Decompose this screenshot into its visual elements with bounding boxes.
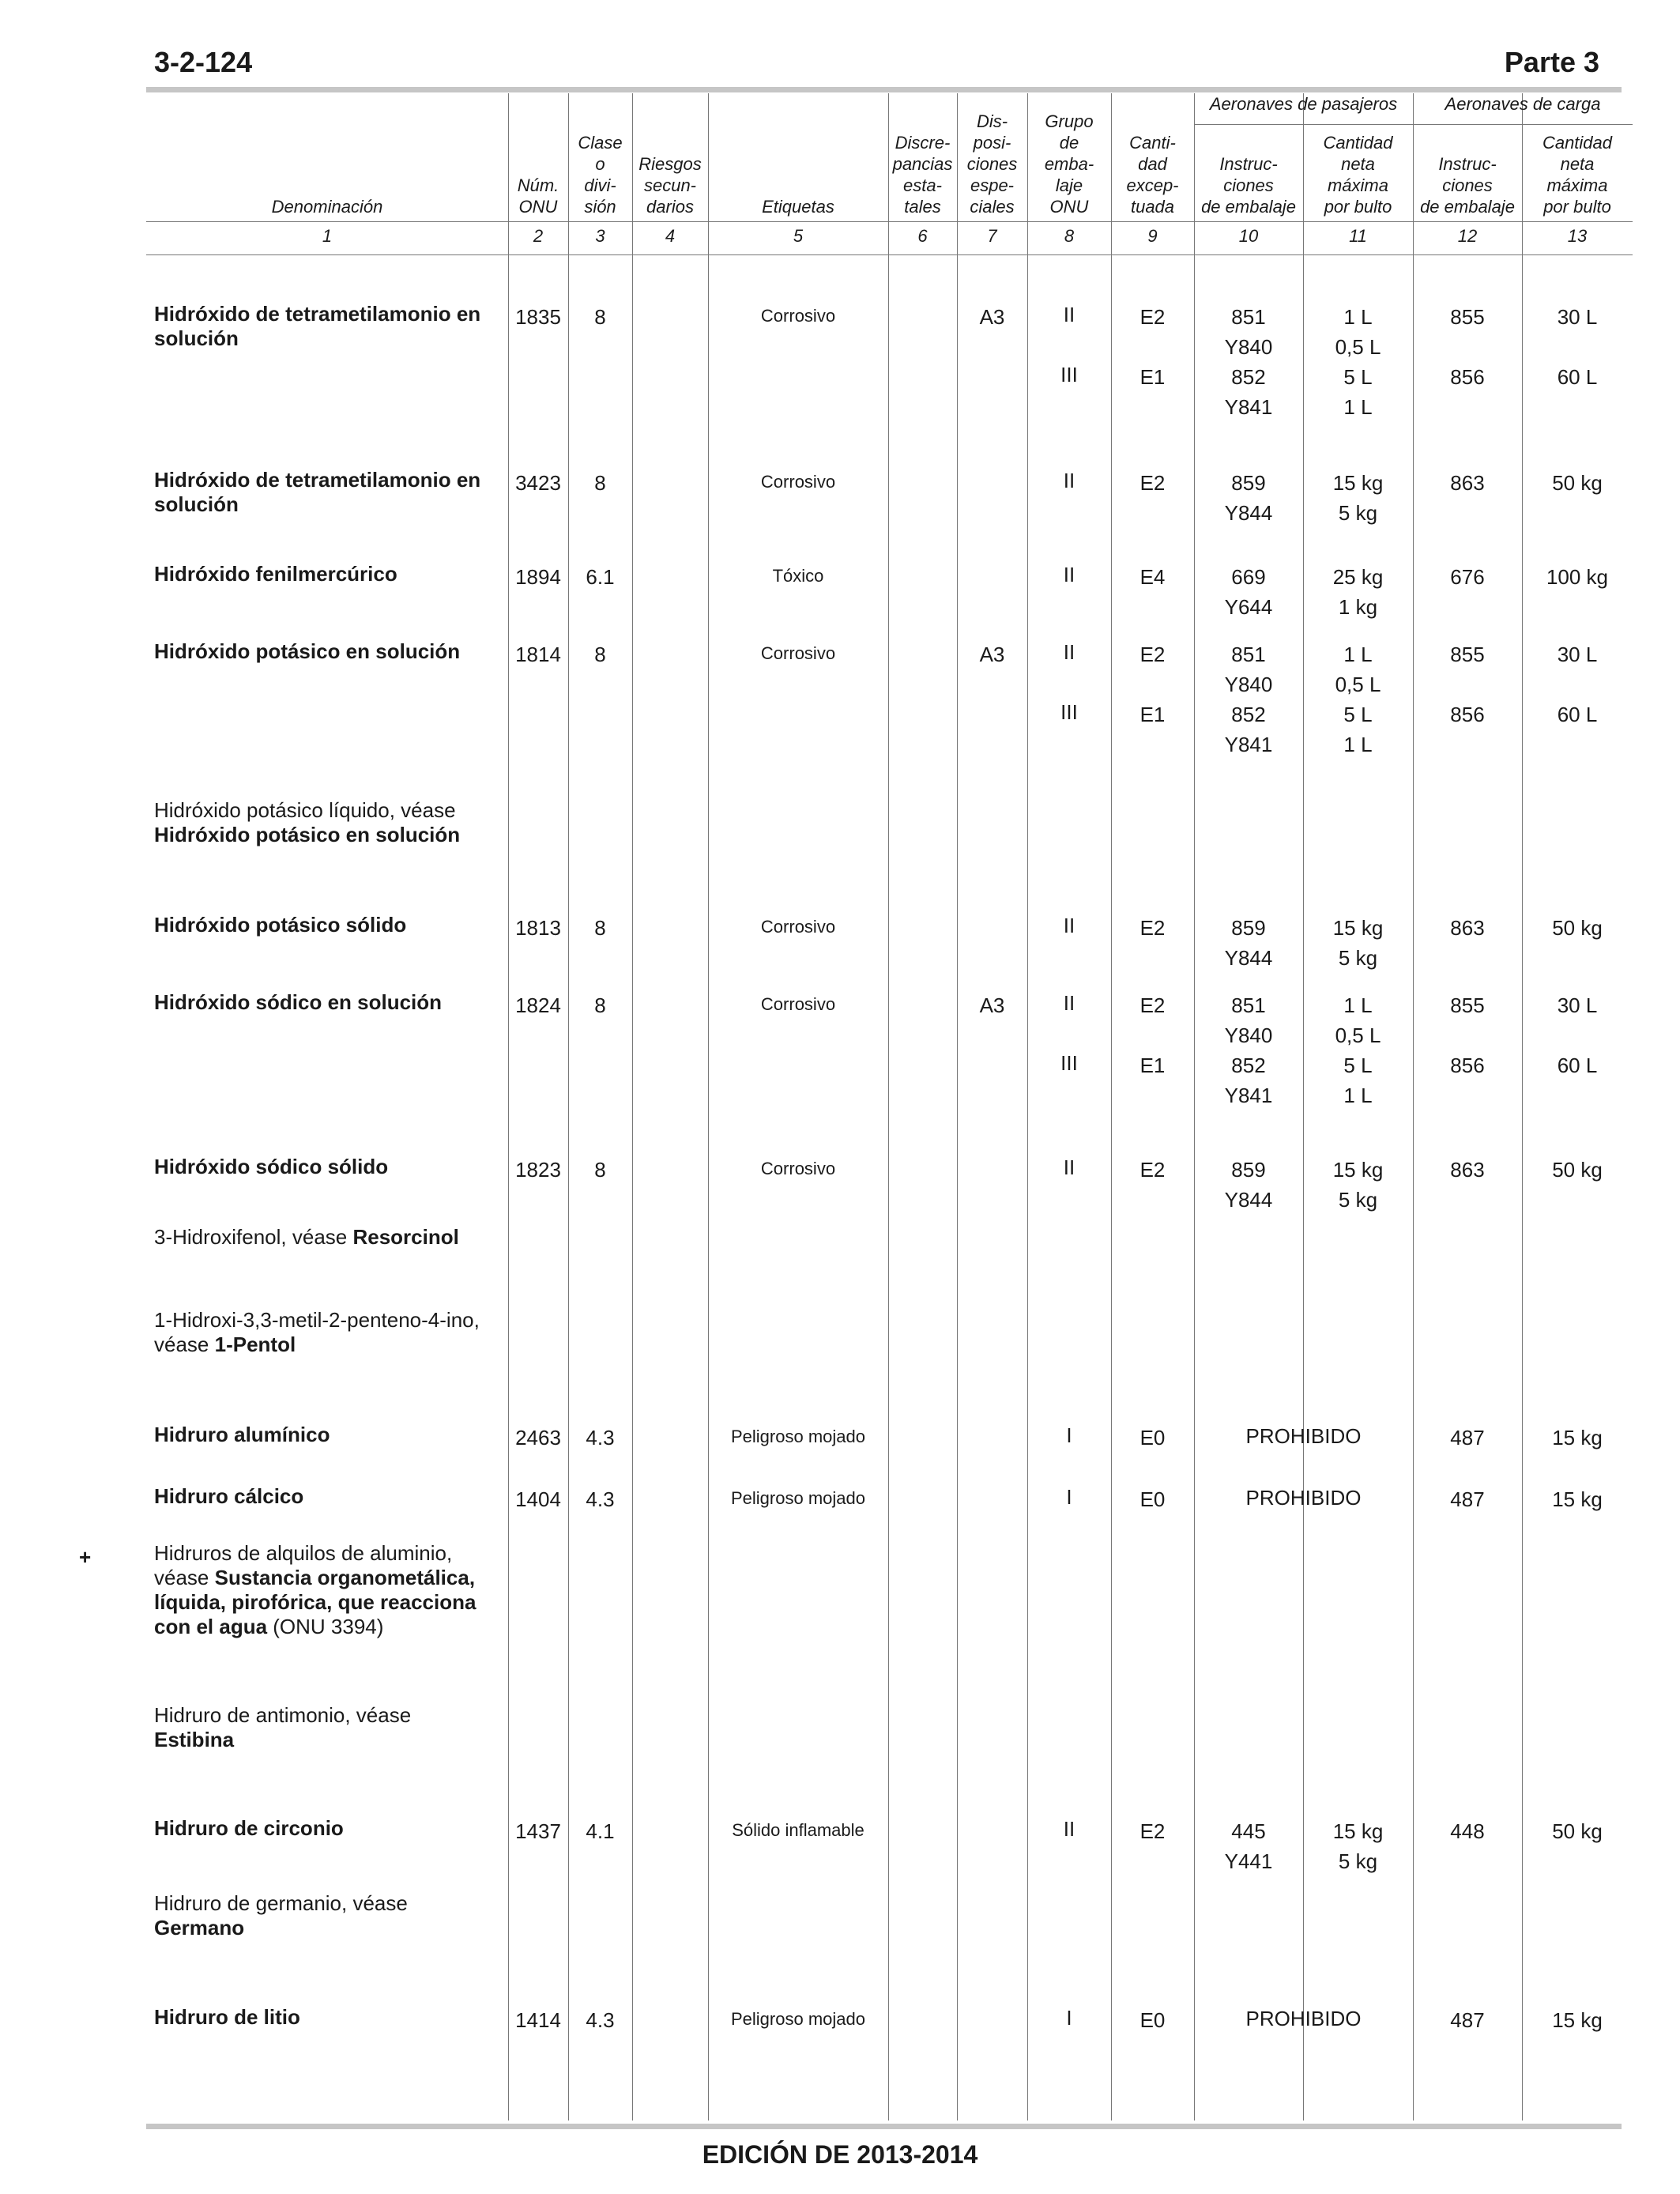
un-number: 2463 (515, 1426, 561, 1449)
header-line: ciones (966, 154, 1018, 174)
hazard-class: 4.1 (586, 1819, 615, 1843)
special-provision: A3 (979, 993, 1005, 1017)
header-line: Instruc- (1438, 154, 1497, 174)
entry-name (154, 1816, 494, 1841)
header-line: Cantidad (1323, 133, 1393, 153)
packing-group: I (1066, 2006, 1072, 2030)
header-line: Instruc- (1219, 154, 1278, 174)
packing-group: II (1063, 469, 1075, 492)
entry-name (154, 798, 494, 847)
passenger-packing-instruction: 851 (1231, 305, 1266, 329)
name-segment: Hidróxido de tetrametilamonio en (154, 468, 481, 492)
excepted-quantity: E4 (1139, 565, 1166, 589)
passenger-packing-instruction: 852 (1231, 1054, 1266, 1077)
cargo-max-quantity: 60 L (1557, 1054, 1598, 1077)
passenger-max-quantity: 5 kg (1338, 946, 1378, 970)
header-line: Etiquetas (762, 197, 834, 217)
entry-name (154, 1225, 494, 1250)
packing-group: II (1063, 1817, 1075, 1841)
entry-name (154, 1423, 494, 1447)
entry-name (154, 562, 494, 586)
cargo-max-quantity: 100 kg (1546, 565, 1609, 589)
name-segment: Hidróxido potásico sólido (154, 913, 407, 937)
column-header-3 (568, 95, 632, 217)
cargo-max-quantity: 50 kg (1552, 916, 1603, 940)
entry-name (154, 913, 494, 937)
passenger-max-quantity: 0,5 L (1335, 1023, 1381, 1047)
hazard-label: Corrosivo (760, 994, 836, 1014)
excepted-quantity: E1 (1139, 703, 1166, 726)
un-number: 1824 (515, 993, 561, 1017)
packing-group: III (1060, 363, 1078, 386)
passenger-packing-instruction: 859 (1231, 471, 1266, 495)
name-segment: véase (154, 1333, 215, 1356)
cargo-packing-instruction: 487 (1450, 2008, 1485, 2032)
name-segment: Hidróxido de tetrametilamonio en (154, 302, 481, 326)
packing-group: II (1063, 303, 1075, 326)
name-segment: Hidruro cálcico (154, 1484, 304, 1508)
prohibited-text: PROHIBIDO (1245, 1424, 1362, 1448)
passenger-max-quantity: 1 L (1343, 733, 1373, 756)
column-number-5: 5 (793, 226, 804, 246)
hazard-class: 8 (594, 471, 606, 495)
hazard-label: Peligroso mojado (731, 2009, 865, 2029)
header-line: máxima (1546, 175, 1608, 195)
column-header-8 (1027, 95, 1111, 217)
hazard-class: 6.1 (586, 565, 615, 589)
header-line: o (595, 154, 605, 174)
header-line: posi- (973, 133, 1011, 153)
passenger-packing-instruction: Y844 (1224, 1188, 1273, 1212)
header-line: Canti- (1129, 133, 1176, 153)
un-number: 1437 (515, 1819, 561, 1843)
header-line: ONU (1049, 197, 1089, 217)
passenger-packing-instruction: Y841 (1224, 1084, 1273, 1107)
top-rule (146, 87, 1622, 92)
entry-name (154, 302, 494, 351)
passenger-packing-instruction: Y844 (1224, 501, 1273, 525)
header-line: tuada (1130, 197, 1175, 217)
entry-name (154, 1703, 494, 1752)
name-segment: Estibina (154, 1728, 235, 1751)
header-divider (1194, 124, 1633, 125)
name-segment: líquida, pirofórica, que reacciona (154, 1590, 477, 1614)
name-segment: Resorcinol (352, 1225, 459, 1249)
passenger-max-quantity: 1 L (1343, 395, 1373, 419)
name-segment: Hidruro de antimonio, véase (154, 1703, 412, 1727)
column-header-11 (1303, 126, 1413, 217)
hazard-class: 8 (594, 643, 606, 666)
un-number: 1835 (515, 305, 561, 329)
column-number-9: 9 (1147, 226, 1158, 246)
header-line: Discre- (895, 133, 951, 153)
packing-group: I (1066, 1423, 1072, 1447)
cargo-max-quantity: 60 L (1557, 703, 1598, 726)
passenger-packing-instruction: 859 (1231, 1158, 1266, 1182)
header-line: sión (584, 197, 616, 217)
passenger-max-quantity: 5 L (1343, 1054, 1373, 1077)
passenger-max-quantity: 5 kg (1338, 1849, 1378, 1873)
entry-name (154, 1308, 494, 1357)
cargo-max-quantity: 30 L (1557, 993, 1598, 1017)
header-line: Núm. (517, 175, 559, 195)
passenger-packing-instruction: 852 (1231, 703, 1266, 726)
excepted-quantity: E0 (1139, 2008, 1166, 2032)
group-header-passenger: Aeronaves de pasajeros (1209, 94, 1398, 114)
passenger-max-quantity: 15 kg (1332, 1158, 1384, 1182)
name-segment: 3-Hidroxifenol, véase (154, 1225, 353, 1249)
special-provision: A3 (979, 305, 1005, 329)
passenger-max-quantity: 5 kg (1338, 1188, 1378, 1212)
hazard-label: Corrosivo (760, 917, 836, 937)
column-number-6: 6 (917, 226, 928, 246)
header-line: excep- (1126, 175, 1179, 195)
prohibited-text: PROHIBIDO (1245, 2007, 1362, 2030)
name-segment: Hidruro alumínico (154, 1423, 330, 1446)
passenger-packing-instruction: 669 (1231, 565, 1266, 589)
group-header-cargo: Aeronaves de carga (1445, 94, 1601, 114)
passenger-max-quantity: 5 L (1343, 703, 1373, 726)
page-number: 3-2-124 (154, 46, 253, 78)
cargo-max-quantity: 50 kg (1552, 1819, 1603, 1843)
cargo-packing-instruction: 855 (1450, 305, 1485, 329)
header-line: ONU (518, 197, 558, 217)
name-segment: Hidróxido potásico líquido, véase (154, 798, 456, 822)
name-segment: 1-Hidroxi-3,3-metil-2-penteno-4-ino, (154, 1308, 480, 1332)
excepted-quantity: E2 (1139, 1158, 1166, 1182)
column-header-4 (632, 95, 708, 217)
packing-group: II (1063, 991, 1075, 1015)
column-header-1 (146, 95, 508, 217)
column-header-9 (1111, 95, 1194, 217)
un-number: 1404 (515, 1487, 561, 1511)
column-header-12 (1413, 126, 1522, 217)
entry-name (154, 1155, 494, 1179)
edition-footer: EDICIÓN DE 2013-2014 (702, 2140, 978, 2169)
header-divider (146, 254, 1633, 255)
entry-name (154, 1484, 494, 1509)
name-segment: Hidróxido potásico en solución (154, 639, 461, 663)
column-number-2: 2 (533, 226, 544, 246)
cargo-packing-instruction: 487 (1450, 1426, 1485, 1449)
column-number-11: 11 (1349, 226, 1367, 246)
cargo-max-quantity: 30 L (1557, 643, 1598, 666)
name-segment: Hidruro de germanio, véase (154, 1891, 408, 1915)
column-header-6 (888, 95, 957, 217)
packing-group: II (1063, 640, 1075, 664)
header-line: de embalaje (1420, 197, 1515, 217)
hazard-label: Corrosivo (760, 643, 836, 663)
header-line: Dis- (976, 111, 1008, 131)
header-line: pancias (892, 154, 953, 174)
name-segment: solución (154, 326, 239, 350)
cargo-packing-instruction: 855 (1450, 993, 1485, 1017)
column-divider (568, 93, 569, 2120)
un-number: 1414 (515, 2008, 561, 2032)
packing-group: III (1060, 700, 1078, 724)
entry-name (154, 990, 494, 1015)
cargo-packing-instruction: 863 (1450, 471, 1485, 495)
passenger-max-quantity: 1 L (1343, 643, 1373, 666)
name-segment: Hidróxido sódico en solución (154, 990, 443, 1014)
cargo-max-quantity: 30 L (1557, 305, 1598, 329)
cargo-max-quantity: 60 L (1557, 365, 1598, 389)
cargo-max-quantity: 50 kg (1552, 1158, 1603, 1182)
cargo-packing-instruction: 487 (1450, 1487, 1485, 1511)
name-segment: Hidruro de circonio (154, 1816, 344, 1840)
column-divider (508, 93, 509, 2120)
cargo-max-quantity: 50 kg (1552, 471, 1603, 495)
column-divider (708, 93, 709, 2120)
hazard-class: 4.3 (586, 1487, 615, 1511)
cargo-max-quantity: 15 kg (1552, 2008, 1603, 2032)
hazard-class: 4.3 (586, 2008, 615, 2032)
name-segment: Hidróxido fenilmercúrico (154, 562, 397, 586)
excepted-quantity: E1 (1139, 365, 1166, 389)
header-line: esta- (903, 175, 942, 195)
passenger-max-quantity: 1 kg (1338, 595, 1378, 619)
passenger-packing-instruction: 852 (1231, 365, 1266, 389)
hazard-label: Corrosivo (760, 306, 836, 326)
name-segment: Hidróxido sódico sólido (154, 1155, 389, 1178)
packing-group: III (1060, 1051, 1078, 1075)
header-line: espe- (970, 175, 1015, 195)
bottom-rule (146, 2124, 1622, 2129)
header-line: Grupo (1045, 111, 1094, 131)
column-divider (632, 93, 633, 2120)
column-divider (888, 93, 889, 2120)
passenger-packing-instruction: Y441 (1224, 1849, 1273, 1873)
passenger-max-quantity: 15 kg (1332, 471, 1384, 495)
cargo-packing-instruction: 856 (1450, 1054, 1485, 1077)
prohibited-text: PROHIBIDO (1245, 1486, 1362, 1510)
name-segment: Hidruros de alquilos de aluminio, (154, 1541, 453, 1565)
un-number: 1814 (515, 643, 561, 666)
column-number-1: 1 (322, 226, 333, 246)
passenger-max-quantity: 0,5 L (1335, 335, 1381, 359)
header-line: ciales (970, 197, 1015, 217)
cargo-packing-instruction: 856 (1450, 703, 1485, 726)
header-line: ciones (1442, 175, 1493, 195)
column-number-12: 12 (1457, 226, 1478, 246)
excepted-quantity: E1 (1139, 1054, 1166, 1077)
passenger-packing-instruction: 445 (1231, 1819, 1266, 1843)
header-line: laje (1055, 175, 1083, 195)
passenger-packing-instruction: Y840 (1224, 1023, 1273, 1047)
passenger-max-quantity: 15 kg (1332, 916, 1384, 940)
excepted-quantity: E2 (1139, 993, 1166, 1017)
column-number-4: 4 (665, 226, 676, 246)
special-provision: A3 (979, 643, 1005, 666)
column-divider (1413, 93, 1414, 2120)
header-line: de (1059, 133, 1079, 153)
column-number-8: 8 (1064, 226, 1075, 246)
cargo-packing-instruction: 863 (1450, 916, 1485, 940)
name-segment: Hidruro de litio (154, 2005, 300, 2029)
passenger-max-quantity: 1 L (1343, 1084, 1373, 1107)
passenger-packing-instruction: Y841 (1224, 395, 1273, 419)
passenger-packing-instruction: Y841 (1224, 733, 1273, 756)
column-header-13 (1522, 126, 1633, 217)
cargo-packing-instruction: 855 (1450, 643, 1485, 666)
change-mark: + (79, 1545, 92, 1569)
header-divider (146, 221, 1633, 222)
un-number: 1813 (515, 916, 561, 940)
passenger-max-quantity: 0,5 L (1335, 673, 1381, 696)
header-line: de embalaje (1201, 197, 1296, 217)
name-segment: solución (154, 492, 239, 516)
header-line: por bulto (1543, 197, 1611, 217)
name-segment: véase (154, 1566, 215, 1589)
cargo-packing-instruction: 448 (1450, 1819, 1485, 1843)
column-divider (957, 93, 958, 2120)
packing-group: I (1066, 1485, 1072, 1509)
passenger-packing-instruction: Y840 (1224, 673, 1273, 696)
header-line: neta (1341, 154, 1375, 174)
header-line: Cantidad (1542, 133, 1613, 153)
name-segment: Hidróxido potásico en solución (154, 823, 461, 846)
passenger-packing-instruction: Y644 (1224, 595, 1273, 619)
passenger-max-quantity: 1 L (1343, 305, 1373, 329)
header-line: secun- (643, 175, 697, 195)
header-line: divi- (584, 175, 616, 195)
passenger-max-quantity: 15 kg (1332, 1819, 1384, 1843)
cargo-max-quantity: 15 kg (1552, 1487, 1603, 1511)
excepted-quantity: E2 (1139, 643, 1166, 666)
name-segment: Sustancia organometálica, (214, 1566, 476, 1589)
hazard-label: Corrosivo (760, 472, 836, 492)
column-number-7: 7 (987, 226, 997, 246)
header-line: tales (904, 197, 941, 217)
entry-name (154, 639, 494, 664)
column-header-10 (1194, 126, 1303, 217)
packing-group: II (1063, 914, 1075, 937)
name-segment: (ONU 3394) (267, 1615, 384, 1638)
header-line: dad (1138, 154, 1167, 174)
un-number: 3423 (515, 471, 561, 495)
passenger-max-quantity: 5 L (1343, 365, 1373, 389)
packing-group: II (1063, 563, 1075, 586)
hazard-class: 8 (594, 916, 606, 940)
excepted-quantity: E2 (1139, 916, 1166, 940)
column-number-13: 13 (1567, 226, 1588, 246)
hazard-label: Peligroso mojado (731, 1488, 865, 1508)
column-header-7 (957, 95, 1027, 217)
header-line: emba- (1044, 154, 1094, 174)
excepted-quantity: E2 (1139, 471, 1166, 495)
hazard-class: 8 (594, 305, 606, 329)
entry-name (154, 2005, 494, 2030)
cargo-packing-instruction: 676 (1450, 565, 1485, 589)
packing-group: II (1063, 1155, 1075, 1179)
column-number-10: 10 (1238, 226, 1259, 246)
hazard-class: 8 (594, 1158, 606, 1182)
hazard-label: Sólido inflamable (732, 1820, 864, 1840)
column-header-2 (508, 95, 568, 217)
excepted-quantity: E0 (1139, 1426, 1166, 1449)
passenger-max-quantity: 1 L (1343, 993, 1373, 1017)
entry-name (154, 468, 494, 517)
header-line: Clase (578, 133, 623, 153)
hazard-class: 4.3 (586, 1426, 615, 1449)
cargo-packing-instruction: 856 (1450, 365, 1485, 389)
excepted-quantity: E0 (1139, 1487, 1166, 1511)
entry-name (154, 1891, 494, 1940)
column-divider (1522, 93, 1523, 2120)
hazard-label: Tóxico (772, 566, 824, 586)
passenger-max-quantity: 25 kg (1332, 565, 1384, 589)
excepted-quantity: E2 (1139, 1819, 1166, 1843)
entry-name (154, 1541, 494, 1639)
column-header-5 (708, 95, 888, 217)
header-line: Riesgos (638, 154, 702, 174)
column-number-3: 3 (595, 226, 605, 246)
header-line: Denominación (271, 197, 383, 217)
un-number: 1823 (515, 1158, 561, 1182)
part-title: Parte 3 (1504, 46, 1599, 78)
cargo-max-quantity: 15 kg (1552, 1426, 1603, 1449)
hazard-label: Corrosivo (760, 1159, 836, 1178)
un-number: 1894 (515, 565, 561, 589)
header-line: darios (646, 197, 694, 217)
excepted-quantity: E2 (1139, 305, 1166, 329)
passenger-packing-instruction: Y840 (1224, 335, 1273, 359)
header-line: por bulto (1324, 197, 1392, 217)
passenger-packing-instruction: Y844 (1224, 946, 1273, 970)
passenger-max-quantity: 5 kg (1338, 501, 1378, 525)
passenger-packing-instruction: 851 (1231, 993, 1266, 1017)
hazard-label: Peligroso mojado (731, 1427, 865, 1446)
name-segment: Germano (154, 1916, 245, 1940)
header-line: neta (1560, 154, 1595, 174)
header-line: máxima (1327, 175, 1388, 195)
cargo-packing-instruction: 863 (1450, 1158, 1485, 1182)
name-segment: con el agua (154, 1615, 268, 1638)
passenger-packing-instruction: 859 (1231, 916, 1266, 940)
column-divider (1111, 93, 1112, 2120)
passenger-packing-instruction: 851 (1231, 643, 1266, 666)
name-segment: 1-Pentol (214, 1333, 296, 1356)
header-line: ciones (1223, 175, 1274, 195)
hazard-class: 8 (594, 993, 606, 1017)
